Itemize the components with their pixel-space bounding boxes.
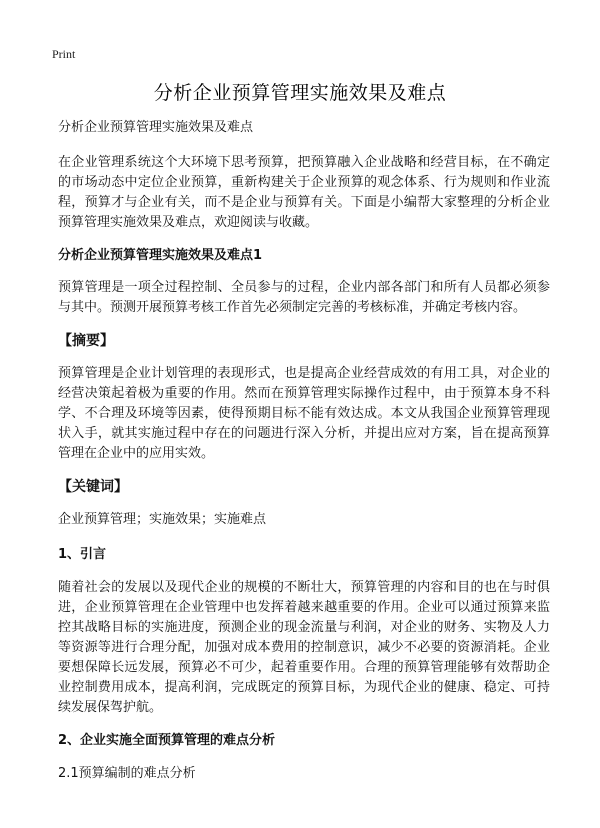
section2-1-heading: 2.1预算编制的难点分析 <box>58 766 196 781</box>
section1-heading: 分析企业预算管理实施效果及难点1 <box>58 248 263 263</box>
intro-paragraph: 在企业管理系统这个大环境下思考预算，把预算融入企业战略和经营目标，在不确定的市场动态中定位企业预算，重新构建关于企业预算的观念体系、行为规则和作业流程，预算才与企业有关，而不是企业与预算有关。下面是小编帮大家整理的分析企业预算管理实施效果及难点，欢迎阅读与收藏。 <box>58 155 550 230</box>
abstract-paragraph: 预算管理是企业计划管理的表现形式，也是提高企业经营成效的有用工具，对企业的经营决策起着极为重要的作用。然而在预算管理实际操作过程中，由于预算本身不科学、不合理及环境等因素，使得预期目标不能有效达成。本文从我国企业预算管理现状入手，就其实施过程中存在的问题进行深入分析，并提出应对方案，旨在提高预算管理在企业中的应用实效。 <box>58 366 550 461</box>
print-label: Print <box>52 47 76 61</box>
document-subtitle: 分析企业预算管理实施效果及难点 <box>58 120 254 135</box>
document-body <box>58 118 550 784</box>
keywords-heading: 【关键词】 <box>58 479 128 495</box>
section2-heading: 2、企业实施全面预算管理的难点分析 <box>58 733 276 748</box>
introduction-heading: 1、引言 <box>58 547 107 562</box>
document-title: 分析企业预算管理实施效果及难点 <box>153 82 447 104</box>
introduction-paragraph: 随着社会的发展以及现代企业的规模的不断壮大，预算管理的内容和目的也在与时俱进，企业预算管理在企业管理中也发挥着越来越重要的作用。企业可以通过预算来监控其战略目标的实施进度，预测企业的现金流量与利润，对企业的财务、实物及人力等资源等进行合理分配，加强对成本费用的控制意识，减少不必要的资源消耗。企业要想保障长远发展，预算必不可少，起着重要作用。合理的预算管理能够有效帮助企业控制费用成本，提高利润，完成既定的预算目标，为现代企业的健康、稳定、可持续发展保驾护航。 <box>58 580 550 715</box>
section1-paragraph: 预算管理是一项全过程控制、全员参与的过程，企业内部各部门和所有人员都必须参与其中。预测开展预算考核工作首先必须制定完善的考核标准，并确定考核内容。 <box>58 280 550 315</box>
abstract-heading: 【摘要】 <box>58 333 114 349</box>
keywords-text: 企业预算管理；实施效果；实施难点 <box>58 512 267 527</box>
